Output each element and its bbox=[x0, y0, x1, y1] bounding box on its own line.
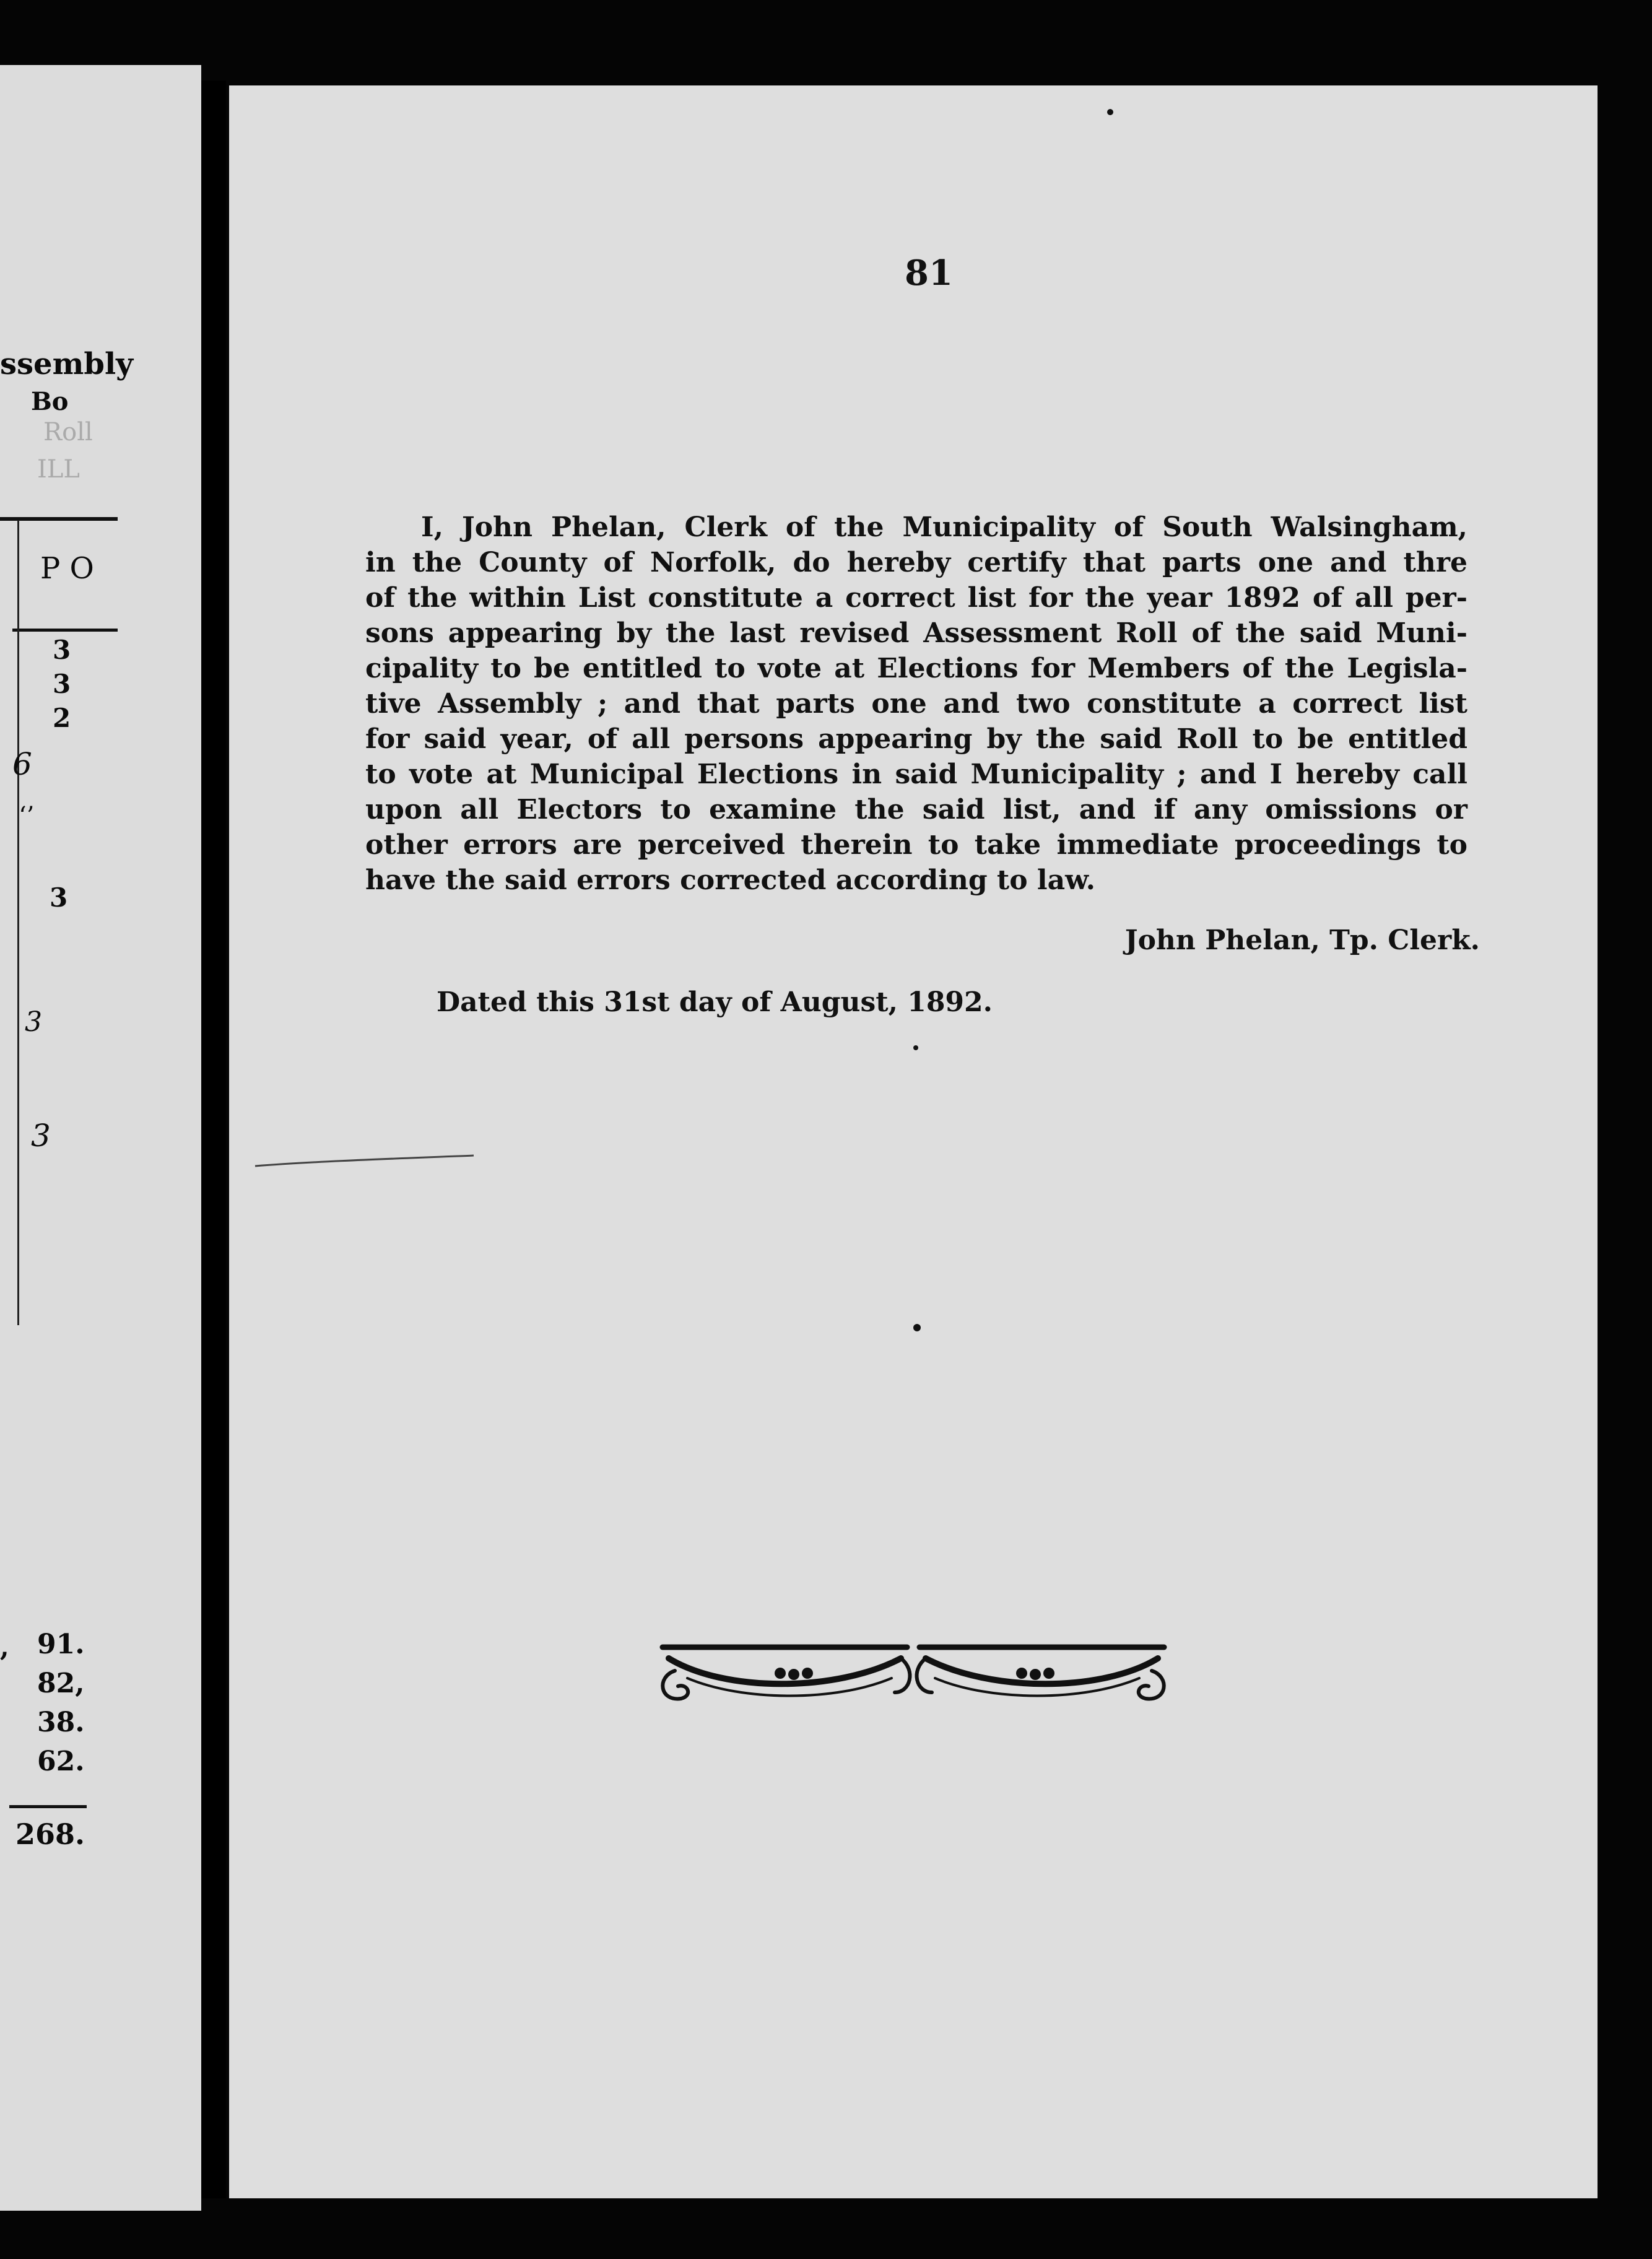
paragraph-line: have the said errors corrected according to law. bbox=[365, 864, 1095, 896]
left-page-total: 38. bbox=[37, 1707, 85, 1738]
clerk-signature: John Phelan, Tp. Clerk. bbox=[1124, 925, 1480, 956]
paragraph-line: cipality to be entitled to vote at Elections for Members of the Legisla- bbox=[365, 653, 1467, 684]
paragraph-line: for said year, of all persons appearing by the said Roll to be entitled bbox=[365, 723, 1467, 755]
decorative-scroll-icon bbox=[650, 1634, 1176, 1714]
left-page-handwritten-mark: 3 bbox=[31, 1118, 51, 1154]
left-page-faint-text-1: Bo bbox=[31, 387, 69, 416]
paragraph-line: I, John Phelan, Clerk of the Municipality of South Walsingham, bbox=[421, 511, 1467, 543]
paragraph-line: sons appearing by the last revised Assessment Roll of the said Muni- bbox=[365, 617, 1467, 649]
left-page-handwritten-mark: 3 bbox=[25, 1006, 42, 1038]
left-page-rule-bottom bbox=[9, 1805, 87, 1808]
left-page-handwritten-mark: 6 bbox=[12, 746, 32, 782]
page-speck bbox=[913, 1324, 921, 1331]
page-speck bbox=[1107, 109, 1113, 115]
left-page-faint-text-3: ILL bbox=[37, 455, 80, 484]
paragraph-line: in the County of Norfolk, do hereby certify that parts one and thre bbox=[365, 547, 1467, 578]
paragraph-line: of the within List constitute a correct list for the year 1892 of all per- bbox=[365, 582, 1467, 614]
paragraph-line: to vote at Municipal Elections in said Municipality ; and I hereby call bbox=[365, 759, 1467, 790]
paragraph-line: tive Assembly ; and that parts one and two constitute a correct list bbox=[365, 688, 1467, 720]
left-page-total: 62. bbox=[37, 1746, 85, 1777]
paragraph-line: upon all Electors to examine the said list, and if any omissions or bbox=[365, 794, 1467, 825]
left-page-total: 91. bbox=[37, 1629, 85, 1660]
left-page-column-line bbox=[17, 520, 19, 1325]
left-page-number: 3 bbox=[53, 635, 71, 665]
left-page-handwritten-mark: ‘’ bbox=[19, 802, 35, 830]
book-spine bbox=[201, 81, 226, 2198]
left-page-number: 3 bbox=[53, 669, 71, 699]
left-page-total: 82, bbox=[37, 1668, 85, 1699]
left-page-number: 2 bbox=[53, 703, 71, 733]
left-page-totals-prefix: , bbox=[0, 1632, 9, 1662]
certificate-paragraph bbox=[365, 510, 1467, 898]
main-page bbox=[229, 85, 1598, 2198]
left-page-faint-text-2: Roll bbox=[43, 418, 93, 446]
paragraph-line: other errors are perceived therein to take immediate proceedings to bbox=[365, 829, 1467, 861]
pencil-stroke-mark bbox=[254, 1151, 477, 1175]
left-facing-page bbox=[0, 65, 201, 2211]
left-page-rule-middle bbox=[12, 629, 118, 632]
left-page-column-header: P O bbox=[40, 551, 94, 586]
left-page-grand-total: 268. bbox=[15, 1817, 85, 1851]
page-speck bbox=[913, 1045, 918, 1050]
date-line: Dated this 31st day of August, 1892. bbox=[437, 986, 993, 1018]
page-number: 81 bbox=[905, 253, 953, 294]
left-page-number: 3 bbox=[50, 882, 68, 913]
left-page-heading-fragment: ssembly bbox=[0, 347, 134, 381]
